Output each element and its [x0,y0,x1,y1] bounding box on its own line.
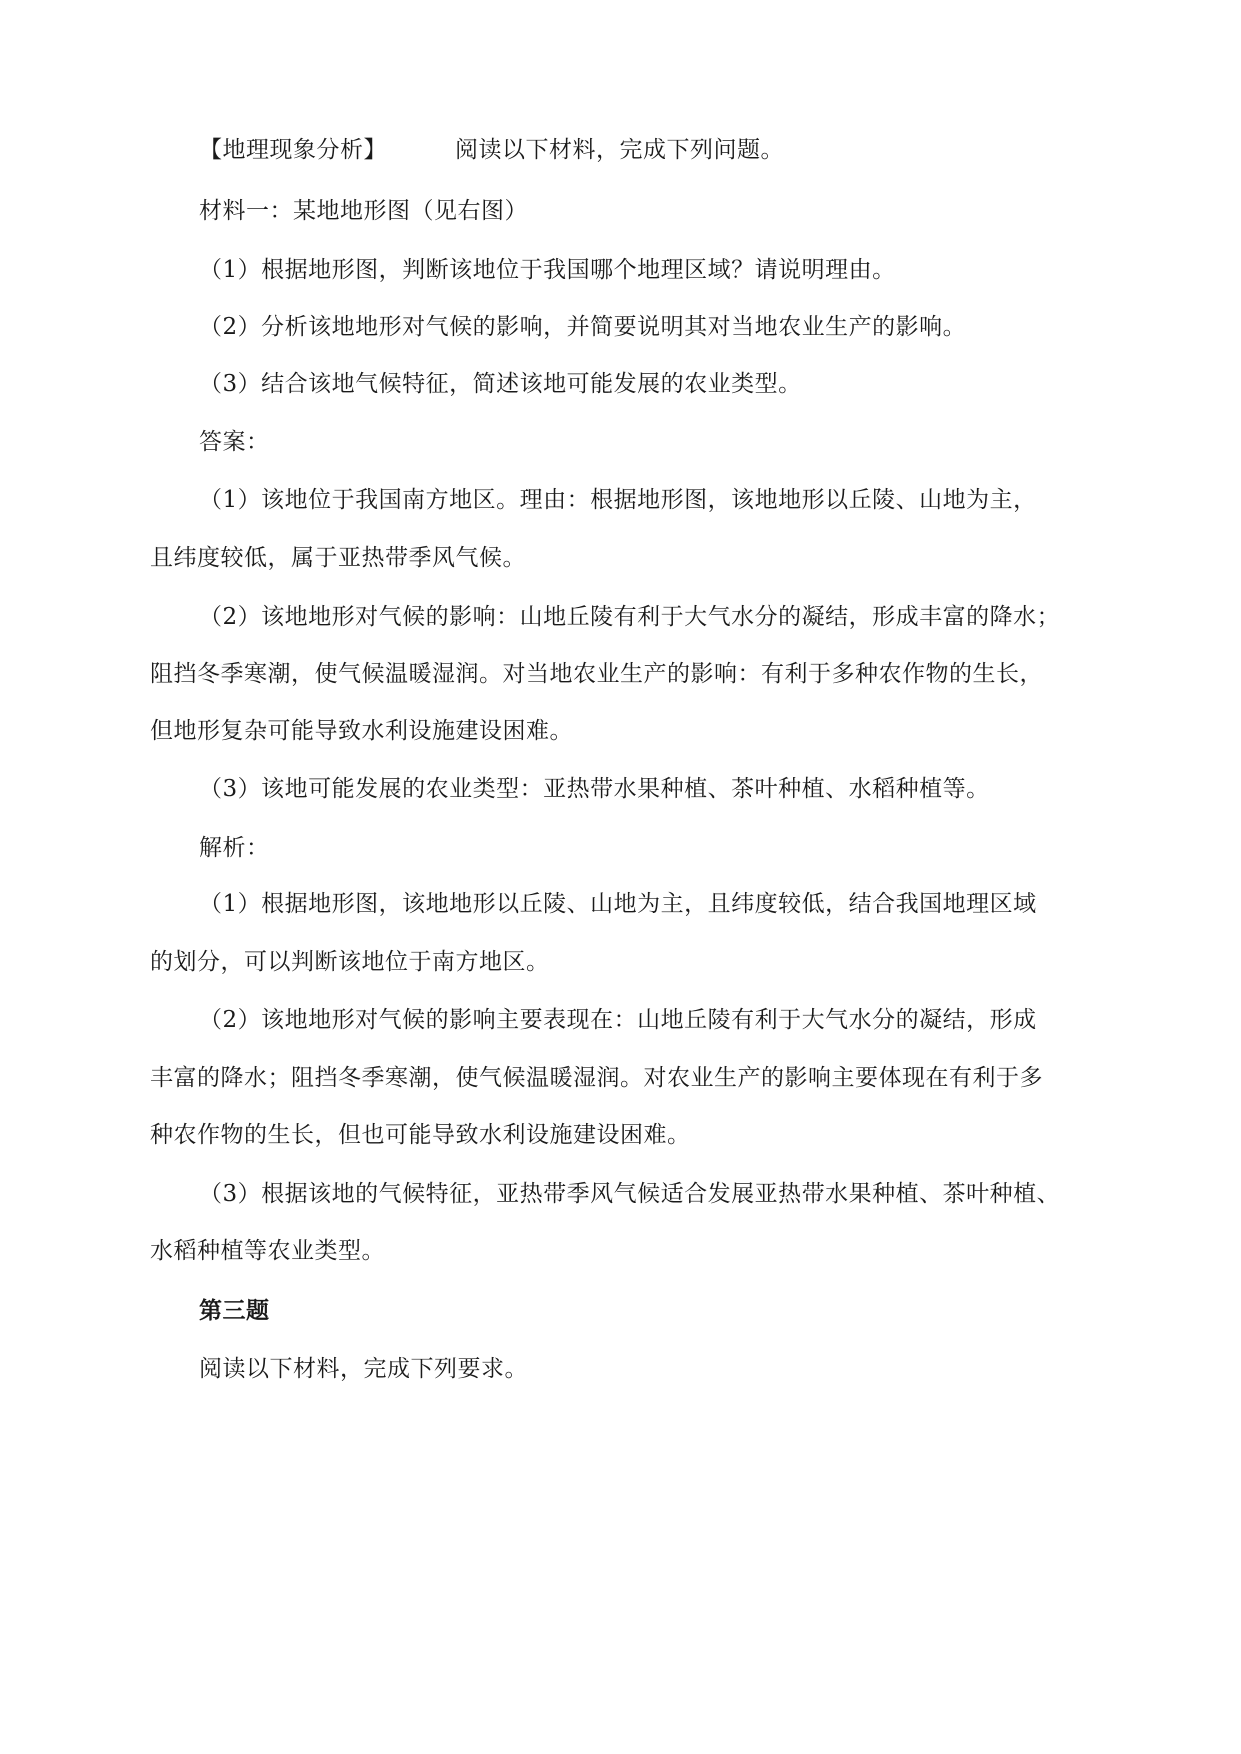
intro-line [199,134,784,166]
analysis-1-line-1: （1）根据地形图，该地地形以丘陵、山地为主，且纬度较低，结合我国地理区域 [199,891,1037,917]
analysis-2-line-2: 丰富的降水；阻挡冬季寒潮，使气候温暖湿润。对农业生产的影响主要体现在有利于多 [150,1065,1043,1091]
answer-2-line-3: 但地形复杂可能导致水利设施建设困难。 [150,718,573,744]
analysis-2-line-1: （2）该地地形对气候的影响主要表现在：山地丘陵有利于大气水分的凝结，形成 [199,1007,1037,1033]
material-line: 材料一：某地地形图（见右图） [199,198,528,224]
answer-heading: 答案： [199,429,270,455]
header-label: 【地理现象分析】 [199,137,387,163]
section-3-title: 第三题 [199,1298,270,1324]
intro-instruction: 阅读以下材料，完成下列问题。 [455,137,784,163]
answer-1-line-1: （1）该地位于我国南方地区。理由：根据地形图，该地地形以丘陵、山地为主， [199,487,1037,513]
question-2: （2）分析该地地形对气候的影响，并简要说明其对当地农业生产的影响。 [199,314,967,340]
section-3-instruction: 阅读以下材料，完成下列要求。 [199,1356,528,1382]
analysis-3-line-2: 水稻种植等农业类型。 [150,1238,385,1264]
question-1: （1）根据地形图，判断该地位于我国哪个地理区域？请说明理由。 [199,257,896,283]
analysis-heading: 解析： [199,835,270,861]
analysis-1-line-2: 的划分，可以判断该地位于南方地区。 [150,949,550,975]
answer-2-line-1: （2）该地地形对气候的影响：山地丘陵有利于大气水分的凝结，形成丰富的降水； [199,604,1061,630]
answer-2-line-2: 阻挡冬季寒潮，使气候温暖湿润。对当地农业生产的影响：有利于多种农作物的生长， [150,661,1043,687]
analysis-2-line-3: 种农作物的生长，但也可能导致水利设施建设困难。 [150,1122,691,1148]
answer-1-line-2: 且纬度较低，属于亚热带季风气候。 [150,545,526,571]
answer-3-line-1: （3）该地可能发展的农业类型：亚热带水果种植、茶叶种植、水稻种植等。 [199,776,990,802]
question-3: （3）结合该地气候特征，简述该地可能发展的农业类型。 [199,371,802,397]
analysis-3-line-1: （3）根据该地的气候特征，亚热带季风气候适合发展亚热带水果种植、茶叶种植、 [199,1181,1061,1207]
